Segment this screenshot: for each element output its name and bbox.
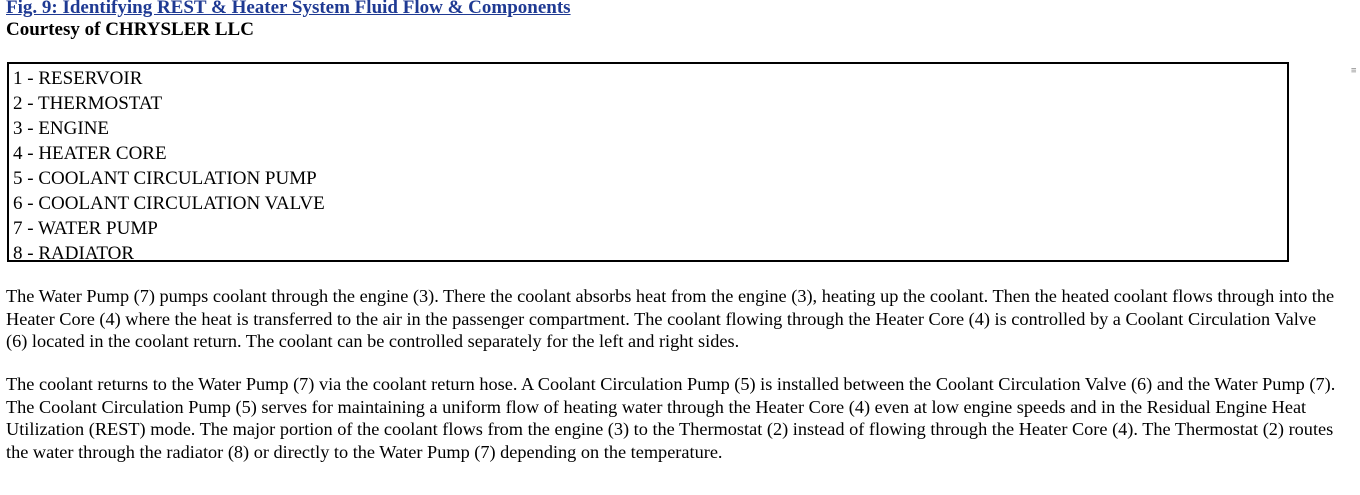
legend-item-coolant-circulation-valve: 6 - COOLANT CIRCULATION VALVE bbox=[13, 193, 325, 214]
figure-title-link[interactable]: Fig. 9: Identifying REST & Heater System Fluid Flow & Components bbox=[6, 0, 571, 18]
body-paragraph-2: The coolant returns to the Water Pump (7) via the coolant return hose. A Coolant Circulation Pump (5) is installed between the Coolant Circulation Valve (6) and the Water Pump (7). The Coolant Circulation Pump (5) serves for maintaining a uniform flow of heating water through the Heater Core (4) even at low engine speeds and in the Residual Engine Heat Utilization (REST) mode. The major portion of the coolant flows from the engine (3) to the Thermostat (2) instead of flowing through the Heater Core (4). The Thermostat (2) routes the water through the radiator (8) or directly to the Water Pump (7) depending on the temperature. bbox=[6, 374, 1336, 462]
body-paragraph-1: The Water Pump (7) pumps coolant through the engine (3). There the coolant absorbs heat from the engine (3), heating up the coolant. Then the heated coolant flows through into the Heater Core (4) where the heat is transferred to the air in the passenger compartment. The coolant flowing through the Heater Core (4) is controlled by a Coolant Circulation Valve (6) located in the coolant return. The coolant can be controlled separately for the left and right sides. bbox=[6, 286, 1335, 351]
legend-item-heater-core: 4 - HEATER CORE bbox=[13, 143, 167, 164]
legend-item-radiator: 8 - RADIATOR bbox=[13, 243, 135, 264]
legend-item-thermostat: 2 - THERMOSTAT bbox=[13, 93, 163, 114]
side-marker-icon: ≡ bbox=[1351, 66, 1357, 76]
legend-item-reservoir: 1 - RESERVOIR bbox=[13, 68, 143, 89]
legend-box bbox=[7, 62, 1289, 262]
legend-item-coolant-circulation-pump: 5 - COOLANT CIRCULATION PUMP bbox=[13, 168, 317, 189]
legend-item-water-pump: 7 - WATER PUMP bbox=[13, 218, 158, 239]
legend-item-engine: 3 - ENGINE bbox=[13, 118, 110, 139]
figure-courtesy: Courtesy of CHRYSLER LLC bbox=[6, 19, 254, 40]
document-page bbox=[6, 0, 1346, 462]
